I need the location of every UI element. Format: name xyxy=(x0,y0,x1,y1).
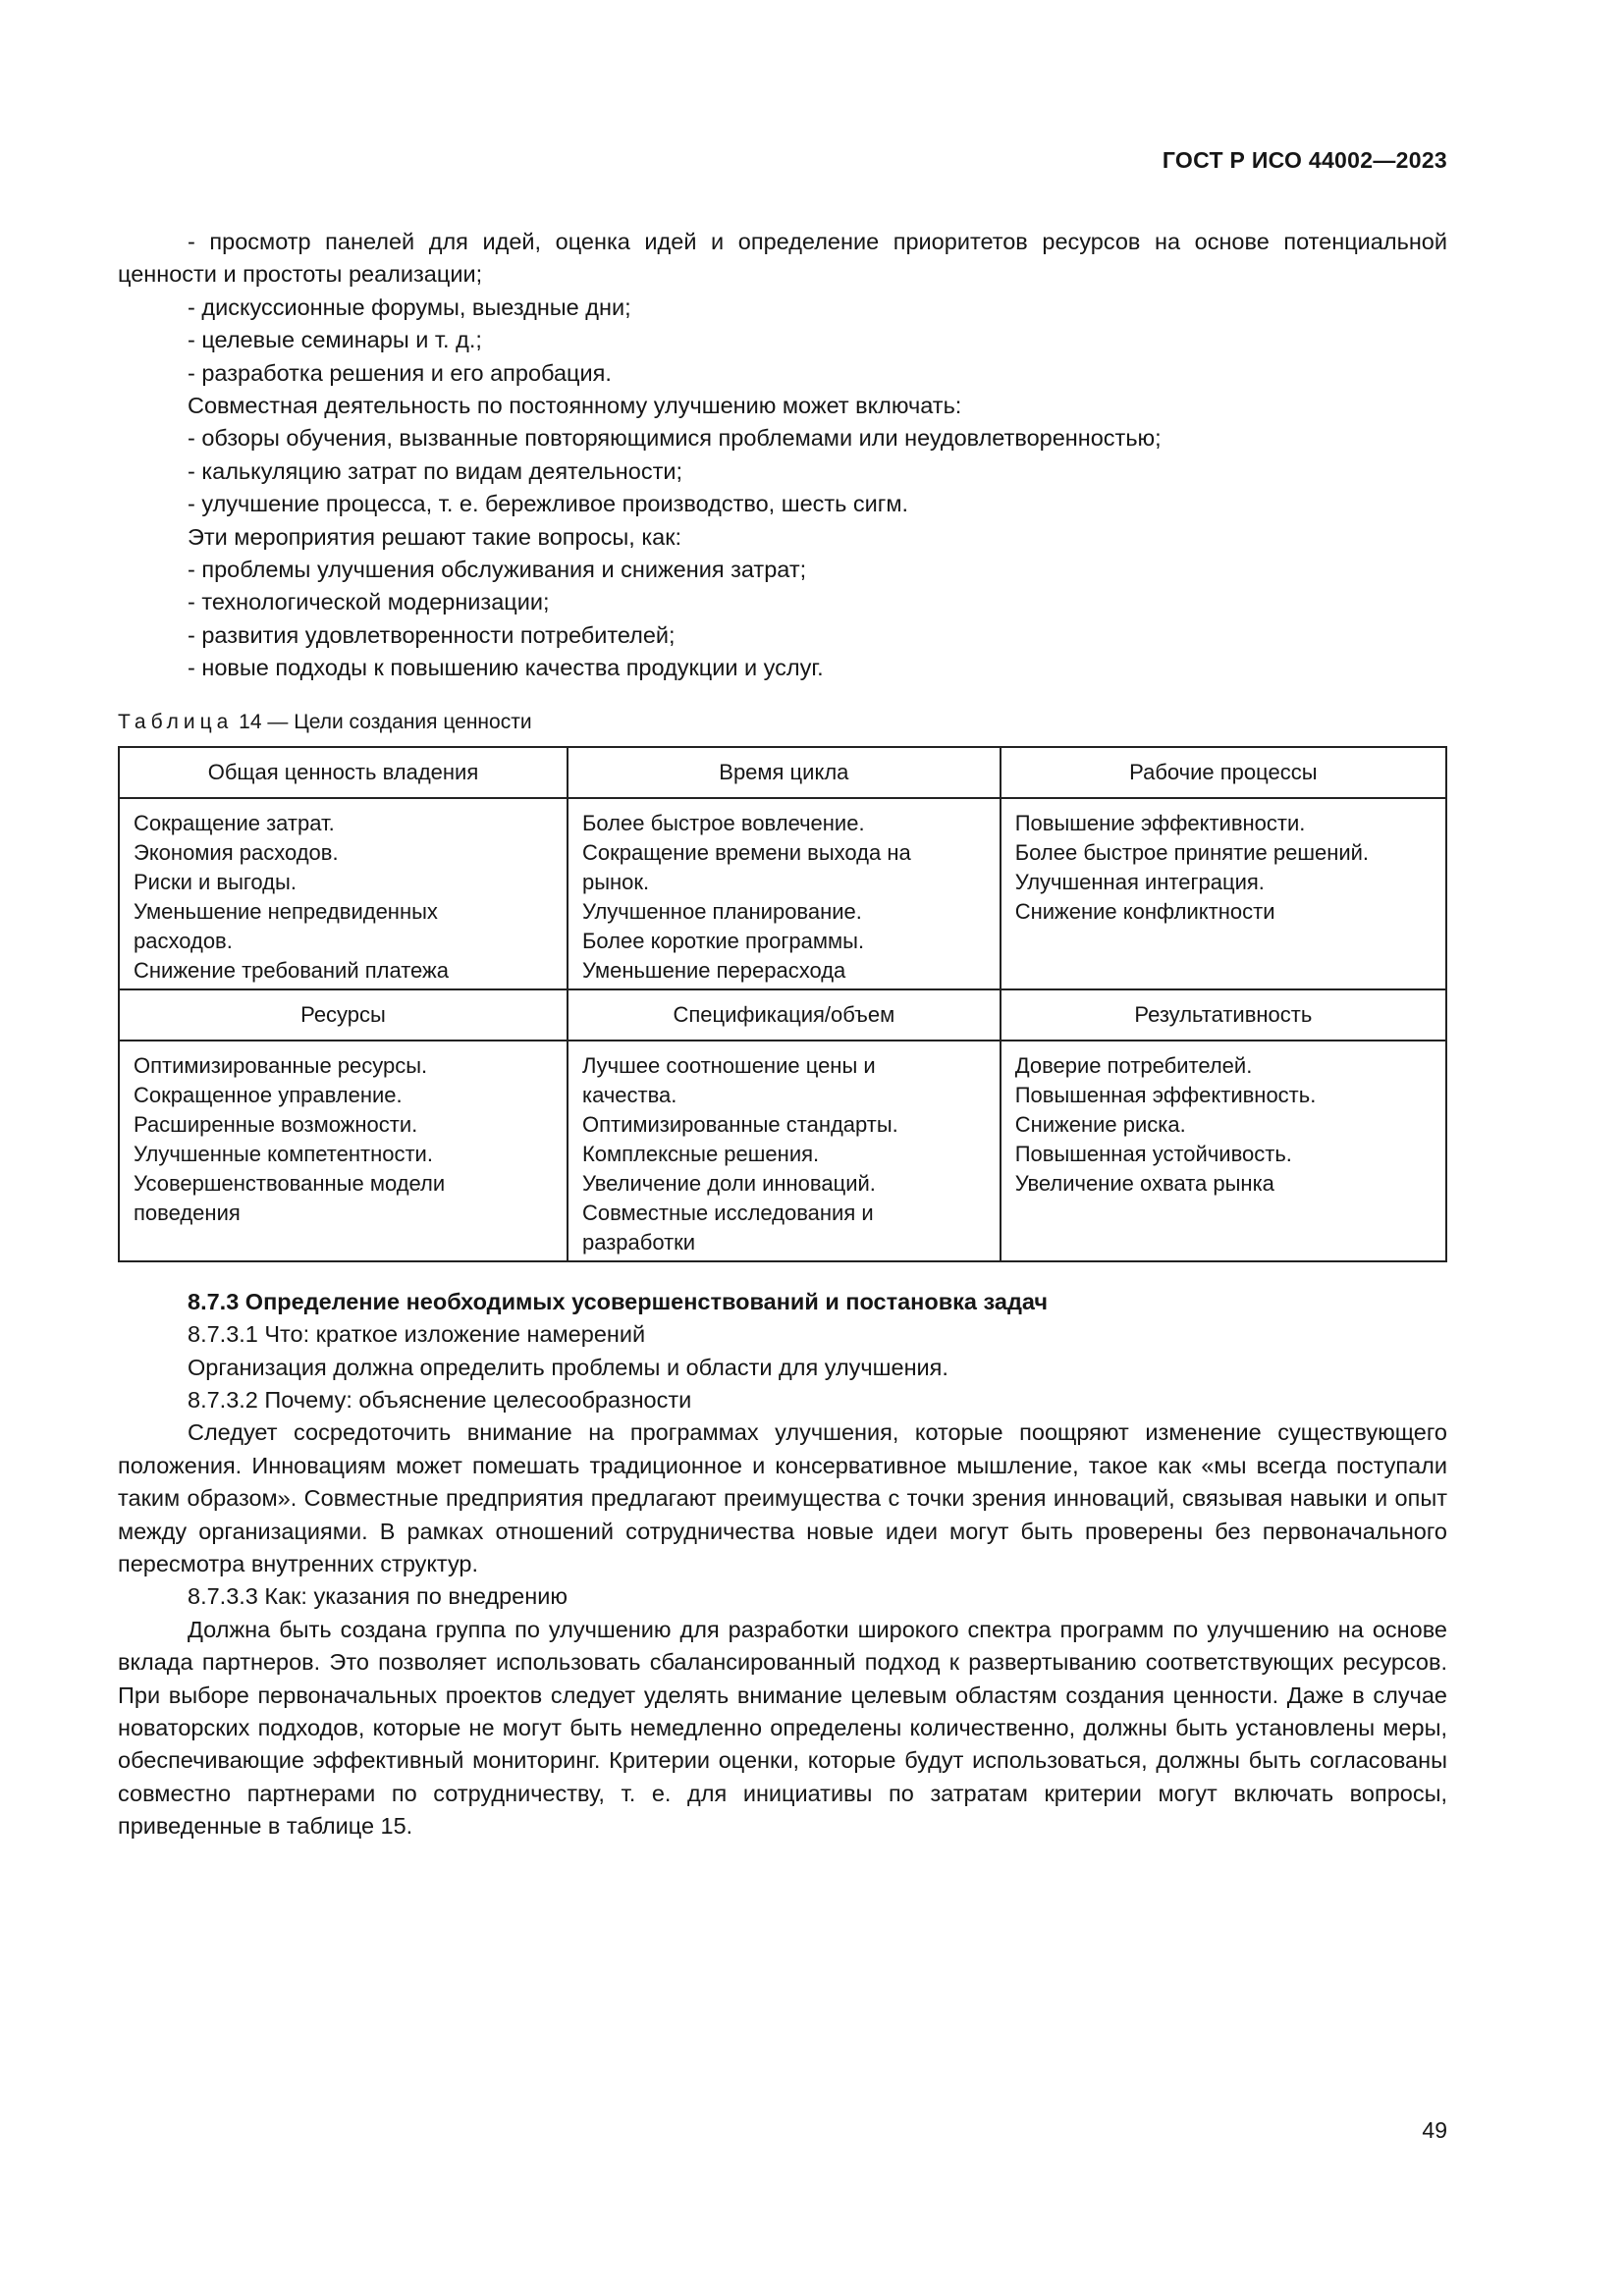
table-row xyxy=(119,1041,1446,1261)
table-cell-line: Улучшенное планирование. xyxy=(581,898,862,924)
table-cell-line: Снижение конфликтности xyxy=(1014,898,1275,924)
table-cell-line: Комплексные решения. xyxy=(581,1141,820,1166)
table-cell-line: Более быстрое вовлечение. xyxy=(581,810,865,835)
table-cell xyxy=(568,798,1001,989)
table-cell-line: Более короткие программы. xyxy=(581,928,865,953)
subsection-why-text: Следует сосредоточить внимание на программах улучшения, которые поощряют изменение существующего положения. Инновациям может помешать традиционное и консервативное мышление, такое как «мы всегда поступали таким образом». Совместные предприятия предлагают преимущества с точки зрения инноваций, связывая навыки и опыт между организациями. В рамках отношений сотрудничества новые идеи могут быть проверены без первоначального пересмотра внутренних структур. xyxy=(118,1419,1447,1576)
table-cell-line: Увеличение доли инноваций. xyxy=(581,1170,876,1196)
paragraph: Совместная деятельность по постоянному улучшению может включать: xyxy=(188,393,962,419)
table-cell-line: Уменьшение непредвиденных xyxy=(134,898,438,924)
table-cell-line: Лучшее соотношение цены и xyxy=(581,1052,876,1078)
table-cell-line: Экономия расходов. xyxy=(134,839,339,865)
table-cell-line: Расширенные возможности. xyxy=(134,1111,418,1137)
table-cell-line: Снижение требований платежа xyxy=(134,957,449,983)
table-header-cell: Ресурсы xyxy=(119,989,568,1041)
table-caption-label: Таблица xyxy=(118,710,234,733)
table-cell-line: поведения xyxy=(134,1200,241,1225)
table-cell-line: Сокращение времени выхода на xyxy=(581,839,911,865)
table-cell-line: Доверие потребителей. xyxy=(1014,1052,1253,1078)
table-cell-line: Усовершенствованные модели xyxy=(134,1170,446,1196)
page-number: 49 xyxy=(1422,2117,1447,2143)
list-item: - просмотр панелей для идей, оценка идей и определение приоритетов ресурсов на основе потенциальной ценности и простоты реализации; xyxy=(118,229,1447,288)
table-cell xyxy=(119,798,568,989)
table-cell-line: Сокращенное управление. xyxy=(134,1082,403,1107)
table-cell xyxy=(1001,798,1446,989)
table-header-cell: Рабочие процессы xyxy=(1001,747,1446,798)
table-header-row xyxy=(119,989,1446,1041)
table-cell-line: рынок. xyxy=(581,869,650,894)
table-cell-line: Увеличение охвата рынка xyxy=(1014,1170,1274,1196)
list-item: - калькуляцию затрат по видам деятельности; xyxy=(188,457,683,484)
table-cell-line: Оптимизированные ресурсы. xyxy=(134,1052,428,1078)
list-item: - технологической модернизации; xyxy=(188,589,550,615)
list-item: - целевые семинары и т. д.; xyxy=(188,327,482,353)
list-item: - разработка решения и его апробация. xyxy=(188,359,612,386)
subsection-how-title: 8.7.3.3 Как: указания по внедрению xyxy=(188,1583,568,1610)
table-cell-line: разработки xyxy=(581,1229,696,1255)
table-cell-line: Снижение риска. xyxy=(1014,1111,1186,1137)
table-cell-line: Уменьшение перерасхода xyxy=(581,957,846,983)
table-header-cell: Спецификация/объем xyxy=(568,989,1001,1041)
table-cell xyxy=(119,1041,568,1261)
table-cell-line: Повышение эффективности. xyxy=(1014,810,1306,835)
table-cell-line: Оптимизированные стандарты. xyxy=(581,1111,898,1137)
table-cell-line: качества. xyxy=(581,1082,677,1107)
subsection-why-title: 8.7.3.2 Почему: объяснение целесообразности xyxy=(188,1386,692,1413)
subsection-what-text: Организация должна определить проблемы и области для улучшения. xyxy=(188,1354,948,1380)
table-row xyxy=(119,798,1446,989)
page-content xyxy=(118,226,1447,1843)
list-item: - дискуссионные форумы, выездные дни; xyxy=(188,294,631,320)
table-cell-line: Улучшенные компетентности. xyxy=(134,1141,433,1166)
table-header-cell: Общая ценность владения xyxy=(119,747,568,798)
table-cell-line: расходов. xyxy=(134,928,233,953)
list-item: - проблемы улучшения обслуживания и снижения затрат; xyxy=(188,557,807,583)
table-header-row xyxy=(119,747,1446,798)
table-cell-line: Риски и выгоды. xyxy=(134,869,297,894)
table-cell xyxy=(568,1041,1001,1261)
table-cell-line: Улучшенная интеграция. xyxy=(1014,869,1265,894)
table-cell-line: Совместные исследования и xyxy=(581,1200,874,1225)
list-item: - обзоры обучения, вызванные повторяющимися проблемами или неудовлетворенностью; xyxy=(188,425,1162,452)
document-header: ГОСТ Р ИСО 44002—2023 xyxy=(1162,147,1447,173)
table-caption-title: 14 — Цели создания ценности xyxy=(233,710,532,733)
intro-block xyxy=(118,226,1447,685)
paragraph: Эти мероприятия решают такие вопросы, как: xyxy=(188,523,682,550)
table-caption xyxy=(118,709,1447,736)
list-item: - улучшение процесса, т. е. бережливое производство, шесть сигм. xyxy=(188,491,909,517)
table-cell xyxy=(1001,1041,1446,1261)
subsection-how-text: Должна быть создана группа по улучшению для разработки широкого спектра программ по улучшению на основе вклада партнеров. Это позволяет использовать сбалансированный подход к развертыванию соответствующих ресурсов. При выборе первоначальных проектов следует уделять внимание целевым областям создания ценности. Даже в случае новаторских подходов, которые не могут быть немедленно определены количественно, должны быть установлены меры, обеспечивающие эффективный мониторинг. Критерии оценки, которые будут использоваться, должны быть согласованы совместно партнерами по сотрудничеству, т. е. для инициативы по затратам критерии могут включать вопросы, приведенные в таблице 15. xyxy=(118,1616,1447,1840)
value-goals-table xyxy=(118,746,1447,1262)
table-cell-line: Повышенная эффективность. xyxy=(1014,1082,1317,1107)
table-cell-line: Повышенная устойчивость. xyxy=(1014,1141,1292,1166)
table-header-cell: Результативность xyxy=(1001,989,1446,1041)
subsection-what-title: 8.7.3.1 Что: краткое изложение намерений xyxy=(188,1321,646,1348)
list-item: - новые подходы к повышению качества продукции и услуг. xyxy=(188,655,824,681)
list-item: - развития удовлетворенности потребителей; xyxy=(188,621,676,648)
table-cell-line: Сокращение затрат. xyxy=(134,810,335,835)
table-header-cell: Время цикла xyxy=(568,747,1001,798)
section-heading: 8.7.3 Определение необходимых усовершенствований и постановка задач xyxy=(188,1288,1049,1314)
table-cell-line: Более быстрое принятие решений. xyxy=(1014,839,1370,865)
